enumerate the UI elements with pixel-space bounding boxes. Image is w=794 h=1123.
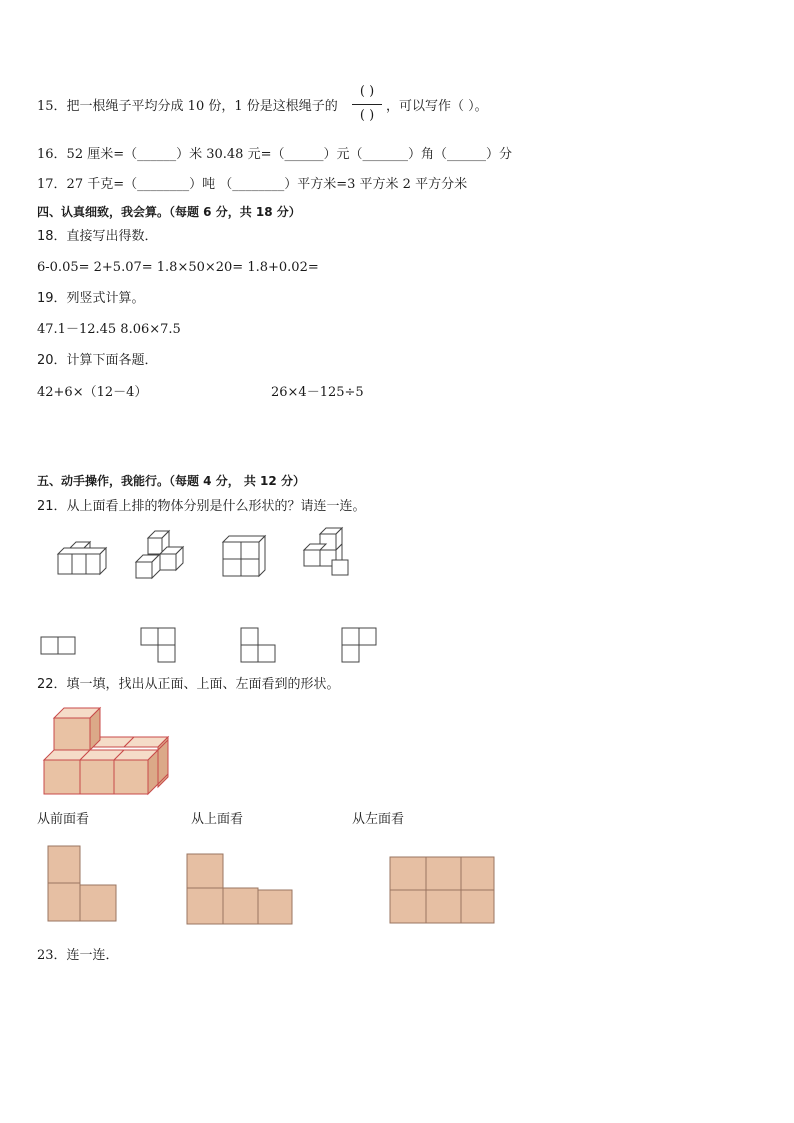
- q22-left-view: [390, 857, 494, 923]
- q22-cube-stack: [44, 708, 168, 794]
- section4-title: 四、认真细致，我会算。（每题 6 分，共 18 分）: [37, 205, 301, 219]
- q22-front-label: 从前面看: [37, 812, 90, 827]
- q20-text: 20．计算下面各题．: [37, 353, 158, 368]
- q15-after: ，可以写作（ ）。: [386, 99, 488, 114]
- q19-text: 19．列竖式计算。: [37, 291, 145, 306]
- q22-top-view: [187, 854, 292, 924]
- q15-before: 15．把一根绳子平均分成 10 份，1 份是这根绳子的: [37, 99, 338, 114]
- q19-expressions: 47.1－12.45 8.06×7.5: [37, 322, 181, 337]
- fraction-denominator: ( ): [359, 108, 375, 123]
- q21-text: 21．从上面看上排的物体分别是什么形状的？请连一连。: [37, 499, 366, 514]
- q18-expressions: 6-0.05= 2+5.07= 1.8×50×20= 1.8+0.02=: [37, 260, 319, 275]
- q20-expression-a: 42+6×（12－4）: [37, 385, 148, 400]
- q22-front-view: [48, 846, 116, 921]
- q17-text: 17．27 千克=（________）吨 （________）平方米=3 平方米 2 平方分米: [37, 177, 468, 192]
- q22-text: 22．填一填，找出从正面、上面、左面看到的形状。: [37, 677, 340, 692]
- section5-title: 五、动手操作，我能行。（每题 4 分， 共 12 分）: [37, 474, 305, 488]
- q23-text: 23．连一连．: [37, 948, 119, 963]
- q18-text: 18．直接写出得数．: [37, 229, 158, 244]
- q22-top-label: 从上面看: [191, 812, 244, 827]
- q22-left-label: 从左面看: [352, 812, 405, 827]
- fraction-numerator: ( ): [359, 84, 375, 99]
- q16-text: 16．52 厘米=（______）米 30.48 元=（______）元（_______）角（______）分: [37, 147, 512, 162]
- q20-expression-b: 26×4－125÷5: [271, 385, 364, 400]
